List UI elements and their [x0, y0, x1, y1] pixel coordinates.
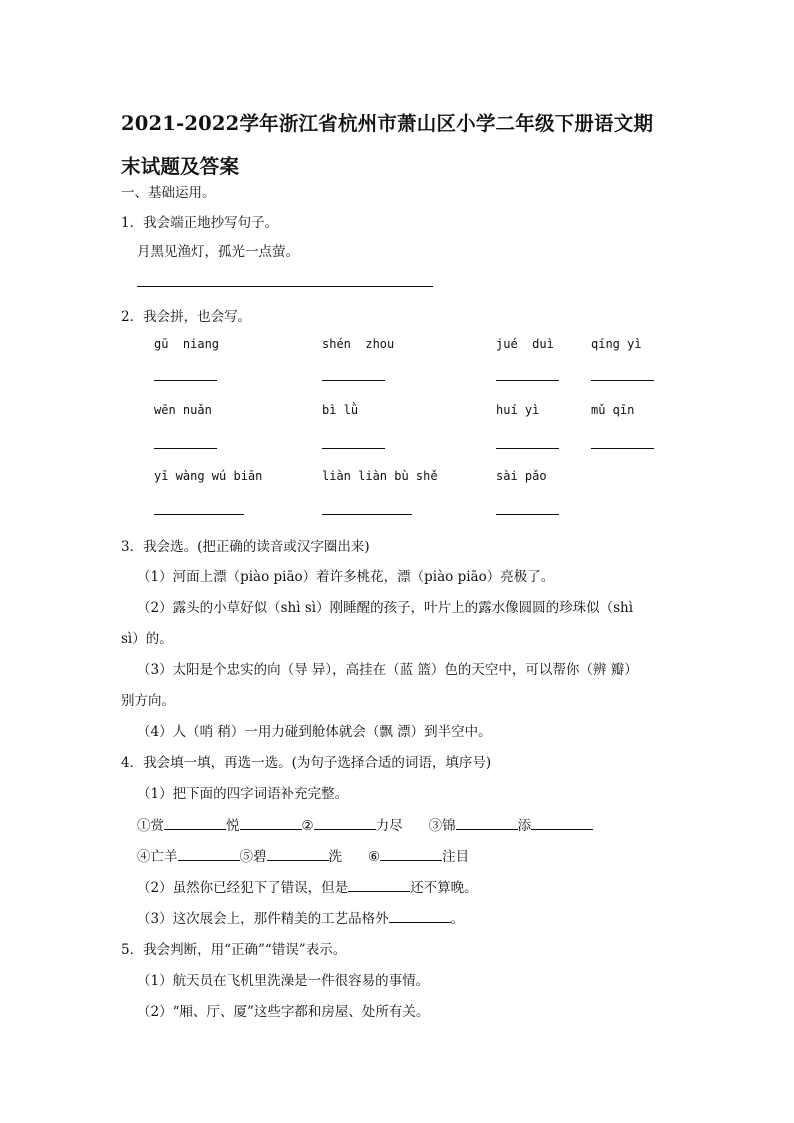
- question-4-sub3: [137, 907, 464, 927]
- answer-line[interactable]: [591, 380, 654, 381]
- pinyin-prompt: mǔ qīn: [591, 403, 635, 417]
- question-2-stem: 2．我会拼，也会写。: [121, 309, 252, 325]
- question-5-item: （2）“厢、厅、厦”这些字都和房屋、处所有关。: [137, 1004, 430, 1020]
- idiom-prefix: ①赏: [137, 818, 164, 834]
- question-4-sub2: [137, 876, 478, 896]
- idiom-prefix: ⑥: [368, 849, 381, 865]
- answer-line[interactable]: [322, 514, 412, 515]
- idiom-text: 力尽: [375, 818, 403, 834]
- pinyin-prompt: sài pǎo: [496, 469, 547, 483]
- fill-blank[interactable]: [240, 815, 302, 830]
- question-5-stem: 5．我会判断，用“正确”“错误”表示。: [121, 942, 347, 958]
- idiom-text: 洗: [328, 849, 342, 865]
- title-line-2: 末试题及答案: [121, 155, 240, 178]
- pinyin-prompt: liàn liàn bù shě: [322, 469, 438, 483]
- fill-blank[interactable]: [531, 815, 593, 830]
- fill-blank[interactable]: [456, 815, 518, 830]
- sub3-text-end: 。: [450, 911, 465, 927]
- pinyin-prompt: yī wàng wú biān: [154, 469, 263, 483]
- fill-blank[interactable]: [380, 846, 442, 861]
- fill-blank[interactable]: [178, 846, 240, 861]
- question-4-sub1: （1）把下面的四字词语补充完整。: [137, 786, 349, 802]
- title-line-1: 2021-2022学年浙江省杭州市萧山区小学二年级下册语文期: [121, 112, 654, 135]
- fill-blank[interactable]: [348, 877, 410, 892]
- idiom-text: 添: [517, 818, 532, 834]
- idiom-prefix: ③锦: [428, 818, 456, 834]
- pinyin-prompt: wēn nuǎn: [154, 403, 212, 417]
- answer-line[interactable]: [496, 514, 559, 515]
- idiom-prefix: ④亡羊: [137, 849, 178, 865]
- fill-blank[interactable]: [267, 846, 329, 861]
- pinyin-prompt: shén zhou: [322, 337, 395, 351]
- question-4-stem: 4．我会填一填，再选一选。(为句子选择合适的词语，填序号): [121, 755, 492, 771]
- answer-line[interactable]: [137, 286, 433, 287]
- idiom-row-2: [137, 845, 469, 865]
- fill-blank[interactable]: [164, 815, 226, 830]
- question-5-item: （1）航天员在飞机里洗澡是一件很容易的事情。: [137, 973, 430, 989]
- idiom-prefix: ⑤碧: [239, 849, 267, 865]
- idiom-text: 悦: [226, 818, 240, 834]
- idiom-row-1: [137, 814, 593, 834]
- question-3-item: （1）河面上漂（piào piāo）着许多桃花，漂（piào piāo）亮极了。: [137, 569, 555, 585]
- fill-blank[interactable]: [389, 908, 451, 923]
- section-heading: 一、基础运用。: [121, 185, 216, 201]
- question-3-item-cont: 别方向。: [121, 693, 175, 709]
- idiom-text: 注目: [442, 849, 470, 865]
- idiom-prefix: ②: [301, 818, 314, 834]
- question-3-stem: 3．我会选。(把正确的读音或汉字圈出来): [121, 539, 370, 555]
- answer-line[interactable]: [322, 448, 385, 449]
- answer-line[interactable]: [322, 380, 385, 381]
- document-title: [121, 102, 681, 188]
- question-1-sentence: 月黑见渔灯，孤光一点萤。: [137, 244, 299, 260]
- pinyin-prompt: gū niang: [154, 337, 220, 351]
- fill-blank[interactable]: [314, 815, 376, 830]
- answer-line[interactable]: [154, 448, 217, 449]
- answer-line[interactable]: [496, 380, 559, 381]
- question-3-item: （4）人（哨 稍）一用力碰到舱体就会（飘 漂）到半空中。: [137, 724, 492, 740]
- sub2-text: （2）虽然你已经犯下了错误，但是: [137, 880, 349, 896]
- pinyin-prompt: bì lǜ: [322, 403, 359, 417]
- answer-line[interactable]: [591, 448, 654, 449]
- answer-line[interactable]: [496, 448, 559, 449]
- answer-line[interactable]: [154, 514, 244, 515]
- question-3-item: （3）太阳是个忠实的向（导 异），高挂在（蓝 篮）色的天空中，可以帮你（辨 瓣）: [137, 662, 638, 678]
- answer-line[interactable]: [154, 380, 217, 381]
- question-3-item: （2）露头的小草好似（shì sì）刚睡醒的孩子，叶片上的露水像圆圆的珍珠似（shì: [137, 600, 634, 616]
- question-1-stem: 1．我会端正地抄写句子。: [121, 215, 279, 231]
- pinyin-prompt: huí yì: [496, 403, 540, 417]
- sub3-text: （3）这次展会上，那件精美的工艺品格外: [137, 911, 389, 927]
- sub2-text-end: 还不算晚。: [410, 880, 478, 896]
- question-3-item-cont: sì）的。: [121, 631, 173, 647]
- pinyin-prompt: jué duì: [496, 337, 554, 351]
- pinyin-prompt: qíng yì: [591, 337, 642, 351]
